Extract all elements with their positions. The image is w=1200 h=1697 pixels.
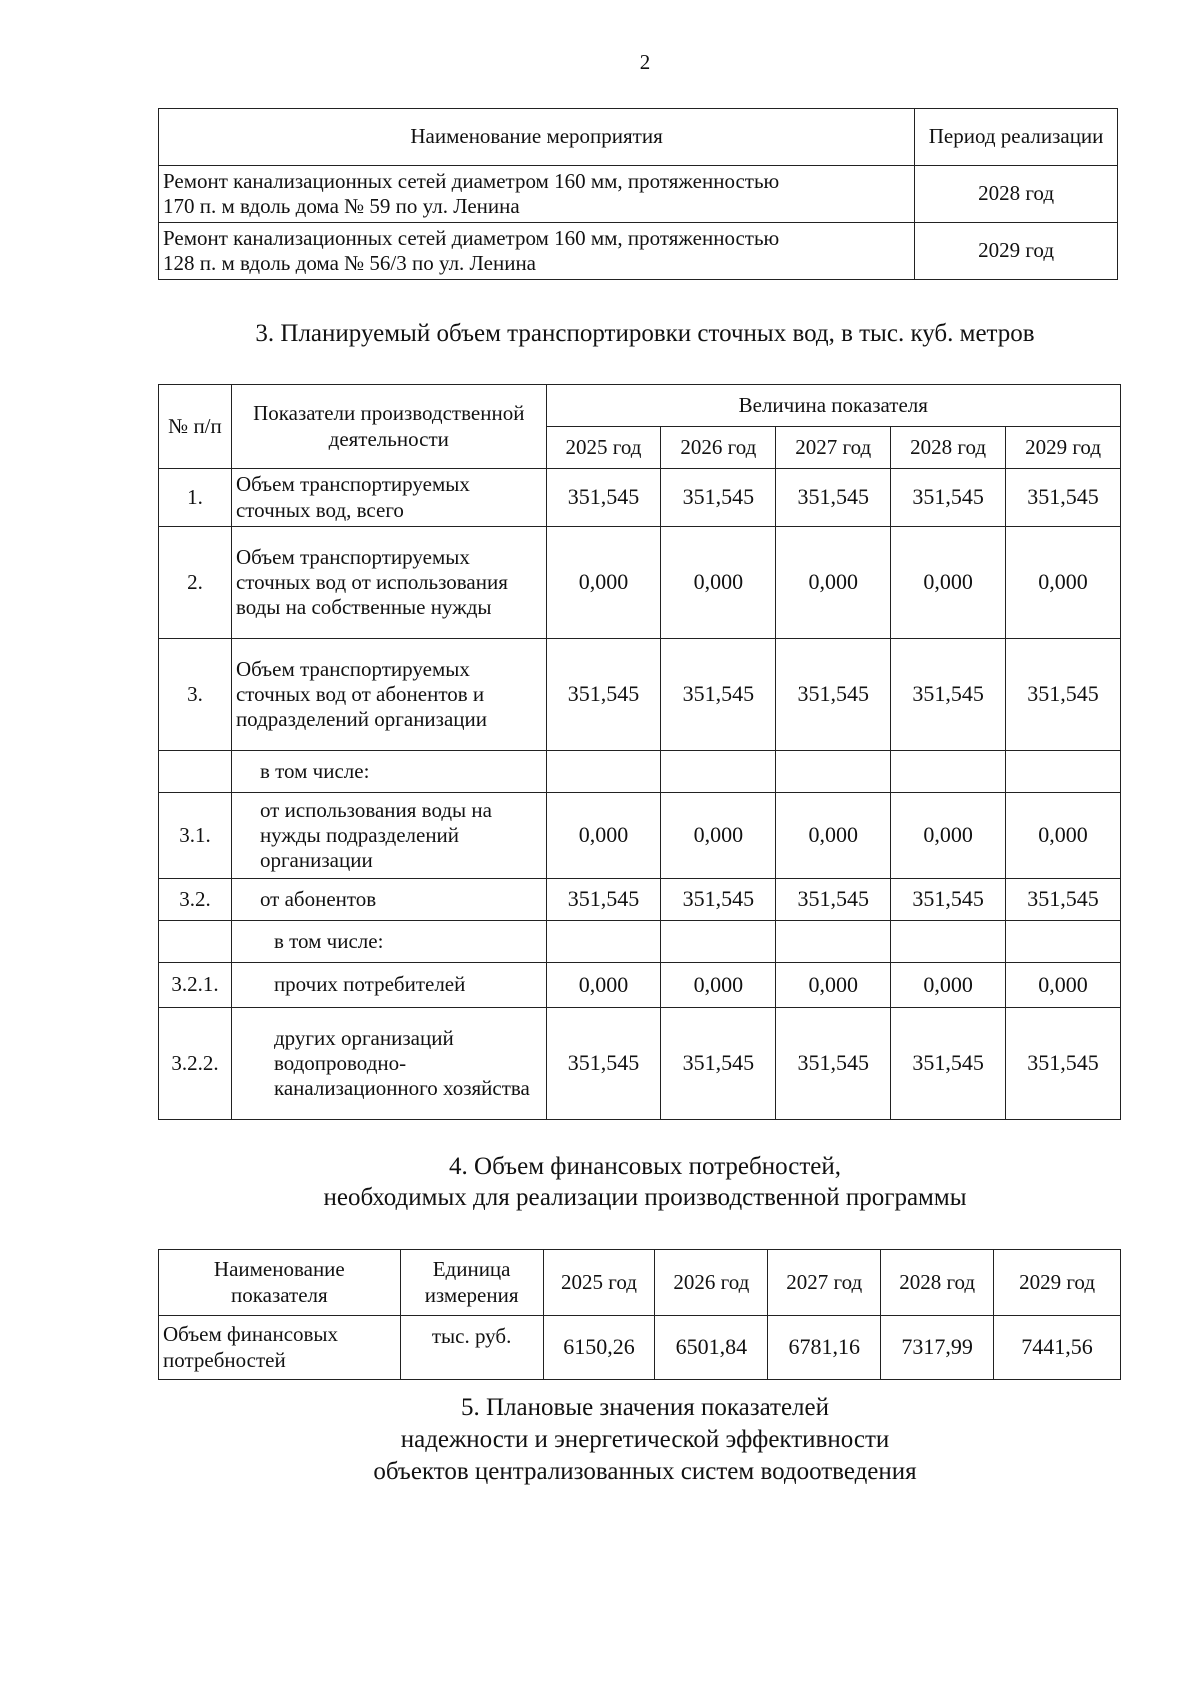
row-value: 351,545 [1006, 1008, 1121, 1120]
row-value: 351,545 [1006, 639, 1121, 751]
row-name: от использования воды на нужды подразделений организации [231, 793, 546, 879]
row-num: 3.2. [159, 879, 232, 921]
header-year: 2026 год [655, 1250, 768, 1316]
row-num: 3.2.2. [159, 1008, 232, 1120]
row-value: 0,000 [1006, 527, 1121, 639]
row-value [776, 751, 891, 793]
row-name: прочих потребителей [231, 963, 546, 1008]
row-value [776, 921, 891, 963]
row-value [1006, 921, 1121, 963]
table-row [159, 921, 1121, 963]
header-year: 2025 год [546, 427, 661, 469]
row-name: Объем транспортируемых сточных вод от использования воды на собственные нужды [231, 527, 546, 639]
row-value: 351,545 [1006, 879, 1121, 921]
row-num [159, 921, 232, 963]
row-value: 0,000 [546, 793, 661, 879]
row-unit: тыс. руб. [400, 1316, 543, 1380]
row-value: 7441,56 [994, 1316, 1121, 1380]
table-row [159, 963, 1121, 1008]
row-value [891, 921, 1006, 963]
row-value: 351,545 [546, 639, 661, 751]
table-header-row [159, 385, 1121, 427]
row-value [661, 751, 776, 793]
header-indicator-name: Наименование показателя [159, 1250, 401, 1316]
header-period: Период реализации [915, 109, 1118, 166]
row-value: 6150,26 [543, 1316, 655, 1380]
row-value: 0,000 [661, 527, 776, 639]
row-value: 351,545 [776, 639, 891, 751]
header-year: 2025 год [543, 1250, 655, 1316]
row-name: других организаций водопроводно-канализационного хозяйства [231, 1008, 546, 1120]
row-value [546, 921, 661, 963]
header-num: № п/п [159, 385, 232, 469]
row-value: 6501,84 [655, 1316, 768, 1380]
row-value: 351,545 [661, 1008, 776, 1120]
table-row [159, 223, 1118, 280]
measure-name: Ремонт канализационных сетей диаметром 160 мм, протяженностью 128 п. м вдоль дома № 56/3 по ул. Ленина [159, 223, 915, 280]
table-header-row [159, 109, 1118, 166]
row-num: 3. [159, 639, 232, 751]
table-row [159, 751, 1121, 793]
measure-period: 2028 год [915, 166, 1118, 223]
row-value: 351,545 [661, 469, 776, 527]
row-value: 0,000 [891, 527, 1006, 639]
table-header-row [159, 1250, 1121, 1316]
row-value: 0,000 [661, 793, 776, 879]
row-value: 351,545 [661, 639, 776, 751]
row-value: 351,545 [776, 469, 891, 527]
row-value: 0,000 [891, 963, 1006, 1008]
table-row [159, 469, 1121, 527]
row-value: 0,000 [1006, 963, 1121, 1008]
table-row [159, 639, 1121, 751]
row-value [1006, 751, 1121, 793]
row-value: 351,545 [891, 1008, 1006, 1120]
row-num [159, 751, 232, 793]
header-year: 2026 год [661, 427, 776, 469]
row-value: 351,545 [546, 879, 661, 921]
row-num: 3.2.1. [159, 963, 232, 1008]
row-num: 3.1. [159, 793, 232, 879]
header-year: 2027 год [776, 427, 891, 469]
row-value: 351,545 [891, 639, 1006, 751]
financial-needs-table [158, 1249, 1121, 1380]
section-3-title: 3. Планируемый объем транспортировки сточных вод, в тыс. куб. метров [255, 320, 1035, 347]
row-name: Объем транспортируемых сточных вод, всего [231, 469, 546, 527]
row-name: Объем финансовых потребностей [159, 1316, 401, 1380]
row-value: 351,545 [546, 1008, 661, 1120]
row-value: 0,000 [776, 963, 891, 1008]
row-name: в том числе: [231, 751, 546, 793]
row-value: 0,000 [661, 963, 776, 1008]
table-row [159, 1316, 1121, 1380]
header-unit: Единица измерения [400, 1250, 543, 1316]
measure-name: Ремонт канализационных сетей диаметром 160 мм, протяженностью 170 п. м вдоль дома № 59 по ул. Ленина [159, 166, 915, 223]
section-4-title: 4. Объем финансовых потребностей, необходимых для реализации производственной программы [323, 1153, 967, 1212]
row-value: 0,000 [776, 793, 891, 879]
row-value [661, 921, 776, 963]
header-indicators: Показатели производственной деятельности [231, 385, 546, 469]
row-value: 351,545 [891, 879, 1006, 921]
header-year: 2029 год [994, 1250, 1121, 1316]
row-value: 0,000 [776, 527, 891, 639]
row-value: 0,000 [891, 793, 1006, 879]
table-row [159, 793, 1121, 879]
row-value: 351,545 [891, 469, 1006, 527]
transport-volume-table [158, 384, 1121, 1120]
row-value: 351,545 [546, 469, 661, 527]
row-name: от абонентов [231, 879, 546, 921]
header-measure-name: Наименование мероприятия [159, 109, 915, 166]
row-num: 2. [159, 527, 232, 639]
row-value [546, 751, 661, 793]
header-year: 2029 год [1006, 427, 1121, 469]
row-value: 0,000 [546, 527, 661, 639]
header-year: 2027 год [768, 1250, 881, 1316]
measure-period: 2029 год [915, 223, 1118, 280]
row-name: Объем транспортируемых сточных вод от абонентов и подразделений организации [231, 639, 546, 751]
table-row [159, 879, 1121, 921]
row-value: 6781,16 [768, 1316, 881, 1380]
row-value [891, 751, 1006, 793]
page-number: 2 [639, 50, 651, 74]
row-value: 351,545 [1006, 469, 1121, 527]
row-value: 0,000 [1006, 793, 1121, 879]
header-year: 2028 год [881, 1250, 994, 1316]
row-value: 7317,99 [881, 1316, 994, 1380]
header-value: Величина показателя [546, 385, 1120, 427]
row-value: 0,000 [546, 963, 661, 1008]
header-year: 2028 год [891, 427, 1006, 469]
table-row [159, 1008, 1121, 1120]
row-value: 351,545 [776, 879, 891, 921]
row-value: 351,545 [661, 879, 776, 921]
row-num: 1. [159, 469, 232, 527]
table-row [159, 527, 1121, 639]
measures-table [158, 108, 1118, 280]
section-5-title: 5. Плановые значения показателей надежности и энергетической эффективности объектов централизованных систем водоотведения [373, 1394, 917, 1485]
table-row [159, 166, 1118, 223]
row-name: в том числе: [231, 921, 546, 963]
row-value: 351,545 [776, 1008, 891, 1120]
